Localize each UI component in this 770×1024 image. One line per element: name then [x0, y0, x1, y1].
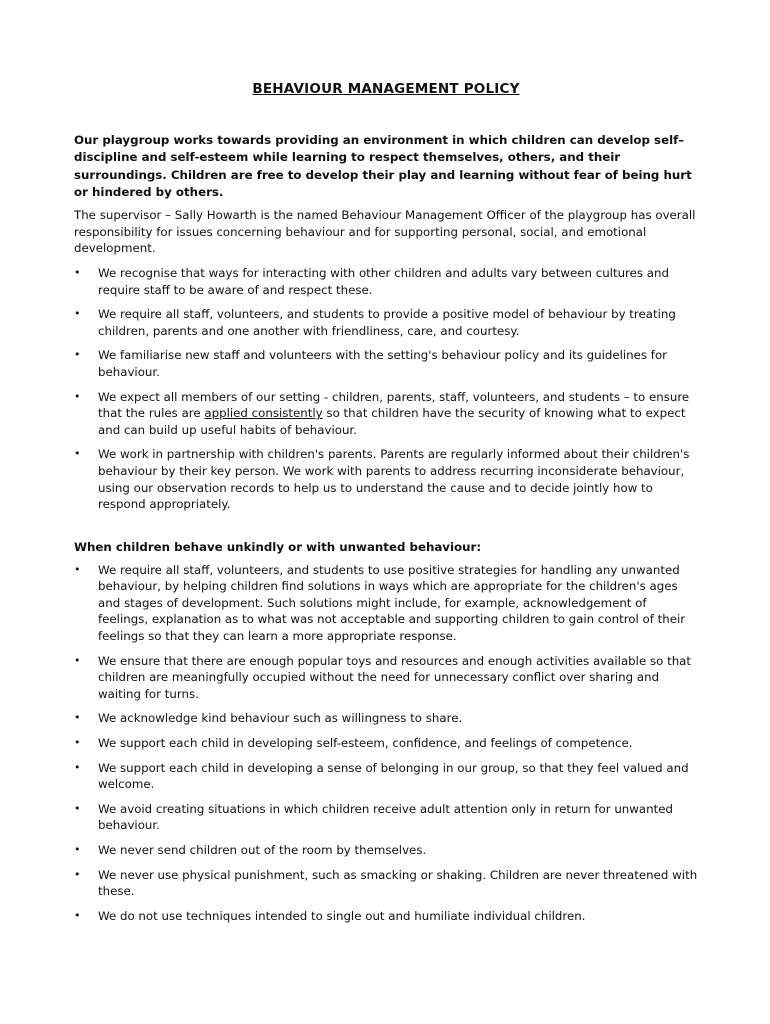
list-item-text-end: so that children have the security of knowing what to expect and can build up useful habits of behaviour.: [98, 406, 686, 437]
list-item: [74, 653, 698, 703]
list-item: [74, 801, 698, 834]
list-item: [74, 306, 698, 339]
list-item-text: We support each child in developing self-esteem, confidence, and feelings of competence.: [98, 736, 633, 751]
bullet-icon: •: [74, 867, 81, 881]
page-title: BEHAVIOUR MANAGEMENT POLICY: [252, 81, 520, 97]
list-item-text: We familiarise new staff and volunteers with the setting's behaviour policy and its guidelines for behaviour.: [98, 348, 668, 379]
list-item: [74, 908, 698, 925]
general-bullet-list: [74, 265, 698, 513]
list-item-text: We never send children out of the room by themselves.: [98, 843, 427, 857]
list-item: [74, 842, 698, 859]
section-heading: When children behave unkindly or with unwanted behaviour:: [74, 539, 482, 554]
bullet-icon: •: [74, 711, 81, 725]
list-item-text: We avoid creating situations in which children receive adult attention only in return for unwanted behaviour.: [98, 801, 673, 833]
supervisor-paragraph: The supervisor – Sally Howarth is the named Behaviour Management Officer of the playgroup has overall responsibility for issues concerning behaviour and for supporting personal, social, and emotional development.: [74, 208, 696, 256]
list-item-text: We do not use techniques intended to single out and humiliate individual children.: [98, 908, 586, 923]
bullet-icon: •: [74, 389, 81, 403]
bullet-icon: •: [74, 265, 81, 279]
list-item: [74, 735, 698, 752]
list-item-text-start: We expect all members of our setting - children, parents, staff, volunteers, and students – to ensure that the rules are: [98, 389, 690, 421]
list-item: [74, 760, 698, 793]
bullet-icon: •: [74, 307, 81, 321]
bullet-icon: •: [74, 562, 81, 576]
underlined-phrase: applied consistently: [204, 406, 323, 421]
list-item: [74, 710, 698, 727]
bullet-icon: •: [74, 908, 81, 922]
unwanted-behaviour-bullet-list: [74, 562, 698, 925]
list-item-text: We acknowledge kind behaviour such as willingness to share.: [98, 711, 463, 726]
list-item-text: We require all staff, volunteers, and students to provide a positive model of behaviour by treating children, parents and one another with friendliness, care, and courtesy.: [98, 307, 676, 338]
list-item: [74, 446, 698, 512]
list-item: [74, 562, 698, 645]
bullet-icon: •: [74, 801, 81, 815]
intro-paragraph: Our playgroup works towards providing an environment in which children can develop self–discipline and self-esteem while learning to respect themselves, others, and their surroundings. Children are free to develop their play and learning without fear of being hurt or hindered by others.: [74, 133, 692, 199]
list-item-text: We require all staff, volunteers, and students to use positive strategies for handling any unwanted behaviour, by helping children find solutions in ways which are appropriate for the children's ages and stages of development. Such solutions might include, for example, acknowledgement of feelings, explanation as to what was not acceptable and supporting children to gain control of their feelings so that they can learn a more appropriate response.: [98, 562, 686, 644]
bullet-icon: •: [74, 843, 81, 856]
list-item-text: We recognise that ways for interacting with other children and adults vary between cultures and require staff to be aware of and respect these.: [98, 265, 669, 297]
list-item: [74, 389, 698, 439]
list-item-text: We ensure that there are enough popular toys and resources and enough activities available so that children are meaningfully occupied without the need for unnecessary conflict over sharing and waiting for turns.: [98, 653, 692, 701]
bullet-icon: •: [74, 760, 81, 774]
bullet-icon: •: [74, 736, 81, 750]
document-page: [74, 80, 698, 932]
bullet-icon: •: [74, 653, 81, 667]
list-item-text: We work in partnership with children's parents. Parents are regularly informed about their children's behaviour by their key person. We work with parents to address recurring inconsiderate behaviour, using our observation records to help us to understand the cause and to decide jointly how to respond appropriately.: [98, 447, 690, 512]
bullet-icon: •: [74, 348, 81, 362]
list-item: [74, 347, 698, 380]
list-item-text: We support each child in developing a sense of belonging in our group, so that they feel valued and welcome.: [98, 760, 689, 792]
list-item: [74, 867, 698, 900]
bullet-icon: •: [74, 447, 81, 461]
list-item-text: We never use physical punishment, such as smacking or shaking. Children are never threatened with these.: [98, 867, 698, 899]
list-item: [74, 265, 698, 298]
